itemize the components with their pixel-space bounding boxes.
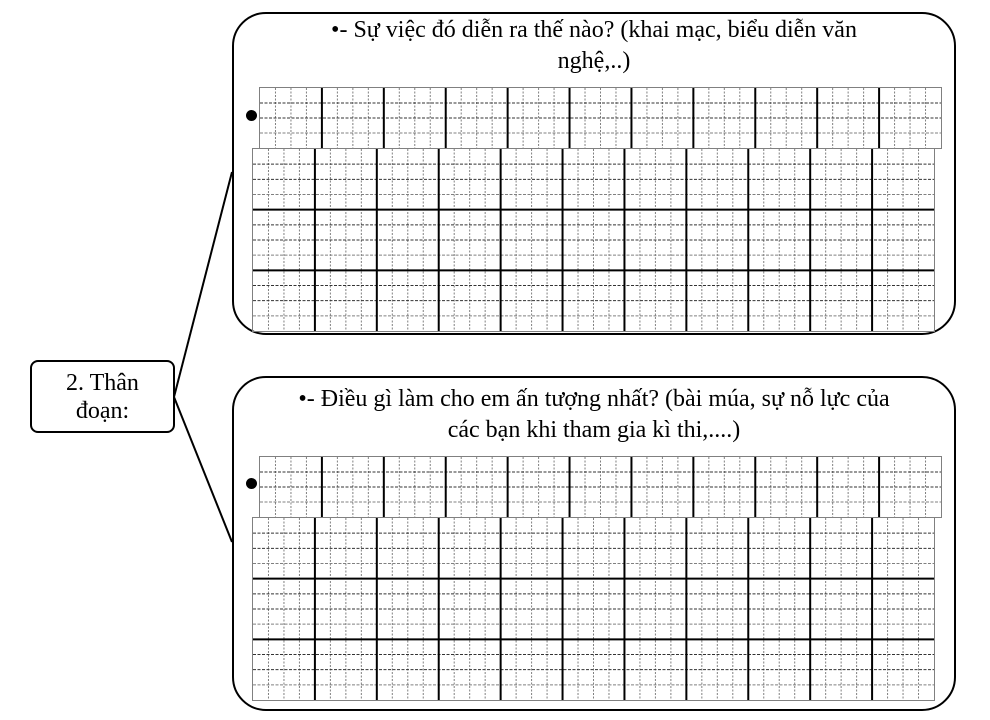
grid-lines [253,149,934,331]
branch-1-writing-grid-first-row[interactable] [259,87,942,149]
grid-lines [260,88,941,148]
bullet-dot-icon [246,110,257,121]
branch-1-prompt-line2: nghệ,..) [557,48,631,74]
branch-2-prompt [240,384,948,446]
branch-1-prompt-line1: •- Sự việc đó diễn ra thế nào? (khai mạc, biểu diễn văn [331,17,857,43]
bullet-dot-icon [246,478,257,489]
branch-2-prompt-line2: các bạn khi tham gia kì thi,....) [447,417,741,443]
branch-2-prompt-line1: •- Điều gì làm cho em ấn tượng nhất? (bài múa, sự nỗ lực của [298,386,890,412]
root-node-than-doan [30,360,175,433]
grid-lines [253,518,934,700]
branch-2-writing-grid-body[interactable] [252,517,935,701]
grid-lines [260,457,941,517]
branch-1-prompt [240,15,948,77]
root-node-label: 2. Thân đoạn: [66,369,139,424]
branch-1-writing-grid-body[interactable] [252,148,935,332]
branch-2-writing-grid-first-row[interactable] [259,456,942,518]
